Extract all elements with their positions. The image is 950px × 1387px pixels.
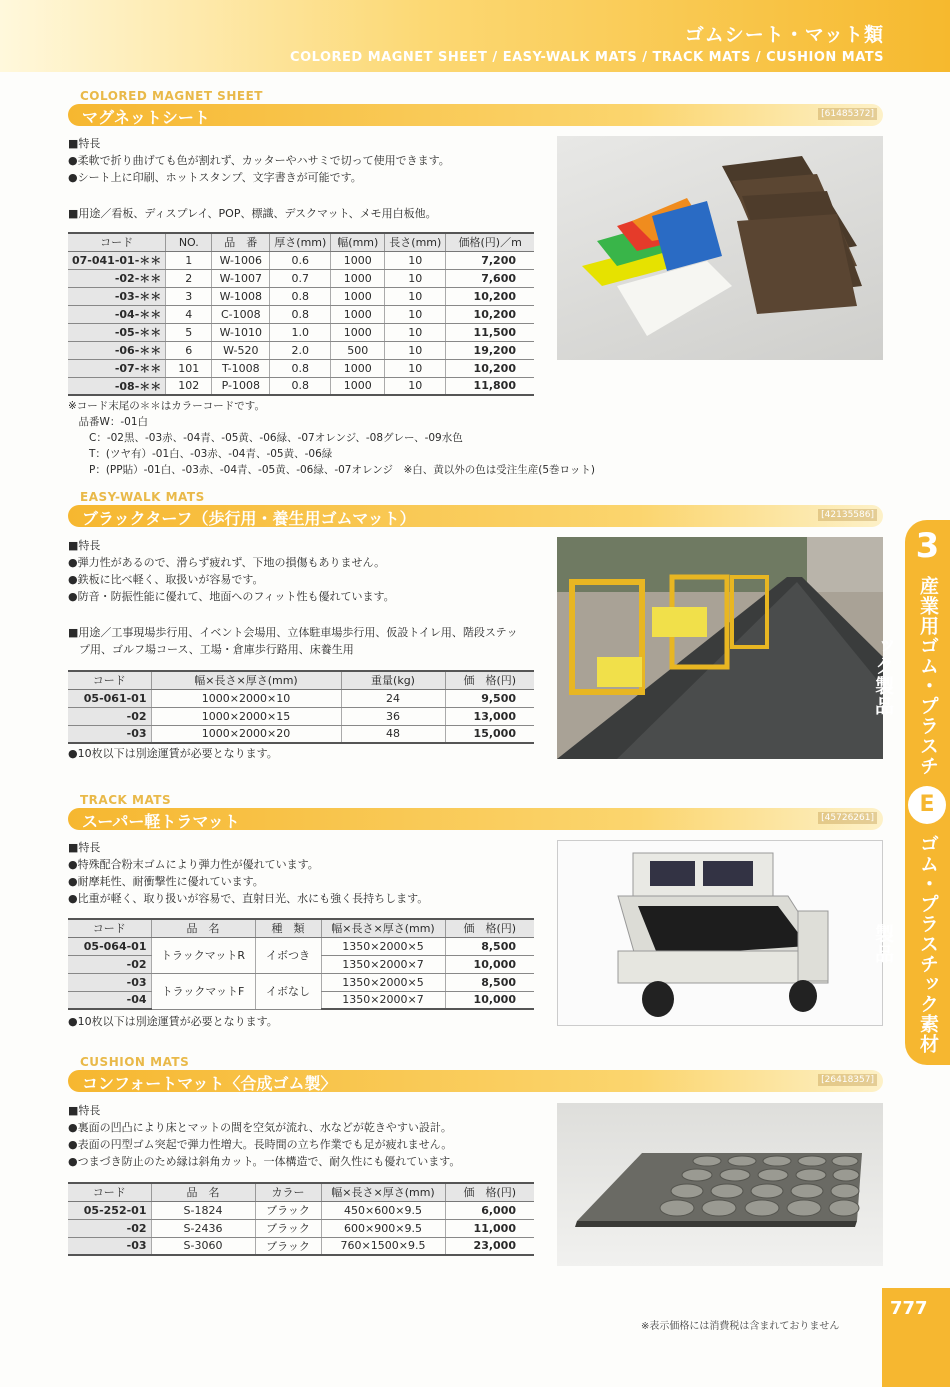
cell-code: 05-252-01 bbox=[68, 1201, 151, 1219]
cell-width: 1000 bbox=[331, 359, 385, 377]
cell-price: 9,500 bbox=[445, 689, 534, 707]
cell-thick: 0.8 bbox=[270, 305, 331, 323]
col-no: NO. bbox=[166, 233, 212, 251]
magnet-usage: ■用途／看板、ディスプレイ、POP、標識、デスクマット、メモ用白板他。 bbox=[68, 207, 437, 220]
cushion-section-bar bbox=[68, 1070, 883, 1092]
cell-code: -03 bbox=[68, 1237, 151, 1255]
magnet-section-en: COLORED MAGNET SHEET bbox=[80, 89, 263, 103]
magnet-note-4: T：(ツヤ有）-01白、-03赤、-04青、-05黄、-06緑 bbox=[68, 448, 333, 460]
cell-price: 11,000 bbox=[445, 1219, 534, 1237]
table-row bbox=[68, 377, 534, 395]
cell-code: -08-＊＊ bbox=[68, 377, 166, 395]
cell-type: イボなし bbox=[255, 973, 321, 1009]
col-size: 幅×長さ×厚さ(mm) bbox=[151, 671, 341, 689]
easywalk-mat-photo bbox=[557, 537, 883, 759]
cell-code: -02 bbox=[68, 1219, 151, 1237]
cell-type: イボつき bbox=[255, 937, 321, 973]
cell-width: 500 bbox=[331, 341, 385, 359]
magnet-section-title: マグネットシート bbox=[82, 108, 210, 127]
cell-color: ブラック bbox=[255, 1201, 321, 1219]
magnet-section-code: [61485372] bbox=[818, 108, 877, 120]
table-row bbox=[68, 269, 534, 287]
track-feature-1: ●特殊配合粉末ゴムにより弾力性が優れています。 bbox=[68, 858, 319, 871]
cell-size: 1000×2000×20 bbox=[151, 725, 341, 743]
cushion-mat-photo bbox=[557, 1103, 883, 1266]
cell-price: 19,200 bbox=[446, 341, 534, 359]
cell-code: -06-＊＊ bbox=[68, 341, 166, 359]
page-subtitle: COLORED MAGNET SHEET / EASY-WALK MATS / TRACK MATS / CUSHION MATS bbox=[290, 50, 884, 65]
cell-part: W-1008 bbox=[212, 287, 270, 305]
table-row bbox=[68, 973, 534, 991]
easywalk-section-en: EASY-WALK MATS bbox=[80, 490, 205, 504]
track-section-title: スーパー軽トラマット bbox=[82, 812, 240, 831]
cell-code: 07-041-01-＊＊ bbox=[68, 251, 166, 269]
table-header-row bbox=[68, 1183, 534, 1201]
easywalk-section-bar bbox=[68, 505, 883, 527]
track-section-en: TRACK MATS bbox=[80, 793, 172, 807]
cell-code: -05-＊＊ bbox=[68, 323, 166, 341]
col-weight: 重量(kg) bbox=[341, 671, 445, 689]
cell-size: 1000×2000×15 bbox=[151, 707, 341, 725]
cell-thick: 0.7 bbox=[270, 269, 331, 287]
magnet-note-5: P：(PP貼）-01白、-03赤、-04青、-05黄、-06緑、-07オレンジ ※白、黄以外の色は受注生産(5巻ロット) bbox=[68, 464, 595, 476]
cell-length: 10 bbox=[385, 323, 446, 341]
cell-thick: 0.8 bbox=[270, 287, 331, 305]
magnet-features-label: ■特長 bbox=[68, 137, 101, 150]
col-thick: 厚さ(mm) bbox=[270, 233, 331, 251]
cell-length: 10 bbox=[385, 305, 446, 323]
cell-thick: 0.8 bbox=[270, 377, 331, 395]
cell-weight: 48 bbox=[341, 725, 445, 743]
magnet-note-1: ※コード末尾の＊＊はカラーコードです。 bbox=[68, 400, 265, 412]
cell-size: 1350×2000×5 bbox=[321, 937, 445, 955]
cell-weight: 24 bbox=[341, 689, 445, 707]
cell-price: 6,000 bbox=[445, 1201, 534, 1219]
cell-thick: 0.8 bbox=[270, 359, 331, 377]
sidebar-chapter-text: 産業用ゴム・プラスチック製品 bbox=[872, 576, 939, 776]
cell-name: S-1824 bbox=[151, 1201, 255, 1219]
cell-part: T-1008 bbox=[212, 359, 270, 377]
cushion-feature-1: ●裏面の凹凸により床とマットの間を空気が流れ、水などが乾きやすい設計。 bbox=[68, 1121, 452, 1134]
col-name: 品 名 bbox=[151, 919, 255, 937]
cell-color: ブラック bbox=[255, 1219, 321, 1237]
col-code: コード bbox=[68, 1183, 151, 1201]
cell-name: トラックマットR bbox=[151, 937, 255, 973]
cushion-feature-2: ●表面の円型ゴム突起で弾力性増大。長時間の立ち作業でも足が疲れません。 bbox=[68, 1138, 453, 1151]
table-row bbox=[68, 1219, 534, 1237]
cell-code: -04 bbox=[68, 991, 151, 1009]
cell-size: 1000×2000×10 bbox=[151, 689, 341, 707]
page-number: 777 bbox=[890, 1298, 928, 1319]
cell-no: 5 bbox=[166, 323, 212, 341]
easywalk-features-label: ■特長 bbox=[68, 539, 101, 552]
magnet-note-3: C：-02黒、-03赤、-04青、-05黄、-06緑、-07オレンジ、-08グレー、-09水色 bbox=[68, 432, 463, 444]
cell-length: 10 bbox=[385, 377, 446, 395]
track-feature-2: ●耐摩耗性、耐衝撃性に優れています。 bbox=[68, 875, 264, 888]
cell-weight: 36 bbox=[341, 707, 445, 725]
cell-no: 1 bbox=[166, 251, 212, 269]
col-size: 幅×長さ×厚さ(mm) bbox=[321, 1183, 445, 1201]
magnet-sheet-photo bbox=[557, 136, 883, 360]
cell-size: 1350×2000×7 bbox=[321, 991, 445, 1009]
cell-length: 10 bbox=[385, 359, 446, 377]
easywalk-section-code: [42135586] bbox=[818, 509, 877, 521]
page-title: ゴムシート・マット類 bbox=[684, 24, 884, 46]
table-row bbox=[68, 1237, 534, 1255]
cell-name: トラックマットF bbox=[151, 973, 255, 1009]
cell-part: W-1006 bbox=[212, 251, 270, 269]
cell-width: 1000 bbox=[331, 269, 385, 287]
table-row bbox=[68, 707, 534, 725]
cell-size: 760×1500×9.5 bbox=[321, 1237, 445, 1255]
track-section-code: [45726261] bbox=[818, 812, 877, 824]
cell-no: 102 bbox=[166, 377, 212, 395]
cell-code: -02 bbox=[68, 955, 151, 973]
col-width: 幅(mm) bbox=[331, 233, 385, 251]
cell-width: 1000 bbox=[331, 287, 385, 305]
tax-note: ※表示価格には消費税は含まれておりません bbox=[641, 1321, 840, 1332]
cushion-section-en: CUSHION MATS bbox=[80, 1055, 190, 1069]
cell-thick: 1.0 bbox=[270, 323, 331, 341]
cell-length: 10 bbox=[385, 251, 446, 269]
col-color: カラー bbox=[255, 1183, 321, 1201]
magnet-table bbox=[68, 232, 534, 396]
cell-part: W-520 bbox=[212, 341, 270, 359]
cell-thick: 0.6 bbox=[270, 251, 331, 269]
col-price: 価 格(円) bbox=[445, 671, 534, 689]
table-row bbox=[68, 937, 534, 955]
cell-no: 101 bbox=[166, 359, 212, 377]
magnet-note-2: 品番W：-01白 bbox=[68, 416, 149, 428]
cell-code: -02 bbox=[68, 707, 151, 725]
cushion-features-label: ■特長 bbox=[68, 1104, 101, 1117]
easywalk-feature-2: ●鉄板に比べ軽く、取扱いが容易です。 bbox=[68, 573, 264, 586]
cell-price: 10,200 bbox=[446, 287, 534, 305]
cell-length: 10 bbox=[385, 341, 446, 359]
cell-size: 1350×2000×7 bbox=[321, 955, 445, 973]
easywalk-section-title: ブラックターフ（歩行用・養生用ゴムマット） bbox=[82, 509, 416, 528]
cell-no: 3 bbox=[166, 287, 212, 305]
easywalk-note: ●10枚以下は別途運賃が必要となります。 bbox=[68, 747, 278, 760]
cell-part: W-1010 bbox=[212, 323, 270, 341]
col-price: 価 格(円) bbox=[445, 1183, 534, 1201]
col-price: 価格(円)／m bbox=[446, 233, 534, 251]
magnet-feature-1: ●柔軟で折り曲げても色が割れず、カッターやハサミで切って使用できます。 bbox=[68, 154, 450, 167]
cell-width: 1000 bbox=[331, 251, 385, 269]
cell-code: -03-＊＊ bbox=[68, 287, 166, 305]
cell-length: 10 bbox=[385, 269, 446, 287]
cell-width: 1000 bbox=[331, 323, 385, 341]
cell-color: ブラック bbox=[255, 1237, 321, 1255]
col-price: 価 格(円) bbox=[445, 919, 534, 937]
track-feature-3: ●比重が軽く、取り扱いが容易で、直射日光、水にも強く長持ちします。 bbox=[68, 892, 429, 905]
track-truck-photo bbox=[557, 840, 883, 1026]
cell-price: 7,600 bbox=[446, 269, 534, 287]
cell-name: S-2436 bbox=[151, 1219, 255, 1237]
col-part: 品 番 bbox=[212, 233, 270, 251]
sidebar-chapter-number: 3 bbox=[905, 520, 950, 572]
cushion-feature-3: ●つまづき防止のため縁は斜角カット。一体構造で、耐久性にも優れています。 bbox=[68, 1155, 461, 1168]
cell-price: 11,800 bbox=[446, 377, 534, 395]
cell-price: 10,200 bbox=[446, 305, 534, 323]
cell-code: -04-＊＊ bbox=[68, 305, 166, 323]
cell-no: 4 bbox=[166, 305, 212, 323]
track-features-label: ■特長 bbox=[68, 841, 101, 854]
sidebar-section-letter: E bbox=[908, 786, 946, 824]
col-code: コード bbox=[68, 233, 166, 251]
easywalk-table bbox=[68, 670, 534, 744]
table-row bbox=[68, 359, 534, 377]
table-row bbox=[68, 725, 534, 743]
table-header-row bbox=[68, 671, 534, 689]
cell-name: S-3060 bbox=[151, 1237, 255, 1255]
table-row bbox=[68, 323, 534, 341]
easywalk-usage-2: プ用、ゴルフ場コース、工場・倉庫歩行路用、床養生用 bbox=[68, 643, 354, 656]
cushion-section-code: [26418357] bbox=[818, 1074, 877, 1086]
col-code: コード bbox=[68, 919, 151, 937]
cell-size: 600×900×9.5 bbox=[321, 1219, 445, 1237]
track-section-bar bbox=[68, 808, 883, 830]
table-row bbox=[68, 305, 534, 323]
cell-part: W-1007 bbox=[212, 269, 270, 287]
cell-thick: 2.0 bbox=[270, 341, 331, 359]
table-row bbox=[68, 251, 534, 269]
col-type: 種 類 bbox=[255, 919, 321, 937]
col-code: コード bbox=[68, 671, 151, 689]
table-row bbox=[68, 1201, 534, 1219]
cell-price: 11,500 bbox=[446, 323, 534, 341]
track-note: ●10枚以下は別途運賃が必要となります。 bbox=[68, 1015, 278, 1028]
cell-price: 15,000 bbox=[445, 725, 534, 743]
cell-code: -07-＊＊ bbox=[68, 359, 166, 377]
cell-code: -03 bbox=[68, 725, 151, 743]
page-number-box bbox=[882, 1288, 950, 1387]
cushion-section-title: コンフォートマット〈合成ゴム製〉 bbox=[82, 1074, 337, 1093]
cell-part: C-1008 bbox=[212, 305, 270, 323]
cell-size: 450×600×9.5 bbox=[321, 1201, 445, 1219]
easywalk-feature-1: ●弾力性があるので、滑らず疲れず、下地の損傷もありません。 bbox=[68, 556, 386, 569]
cell-price: 23,000 bbox=[445, 1237, 534, 1255]
cushion-table bbox=[68, 1182, 534, 1256]
cell-price: 10,000 bbox=[445, 955, 534, 973]
track-table bbox=[68, 918, 534, 1010]
col-name: 品 名 bbox=[151, 1183, 255, 1201]
cell-code: -02-＊＊ bbox=[68, 269, 166, 287]
table-header-row bbox=[68, 919, 534, 937]
sidebar-section-text: ゴム・プラスチック素材製品 bbox=[872, 834, 939, 1054]
header-band bbox=[0, 0, 950, 72]
cell-price: 8,500 bbox=[445, 973, 534, 991]
col-size: 幅×長さ×厚さ(mm) bbox=[321, 919, 445, 937]
cell-price: 8,500 bbox=[445, 937, 534, 955]
cell-no: 2 bbox=[166, 269, 212, 287]
cell-price: 7,200 bbox=[446, 251, 534, 269]
col-length: 長さ(mm) bbox=[385, 233, 446, 251]
magnet-section-bar bbox=[68, 104, 883, 126]
table-row bbox=[68, 287, 534, 305]
cell-length: 10 bbox=[385, 287, 446, 305]
cell-width: 1000 bbox=[331, 377, 385, 395]
cell-code: 05-064-01 bbox=[68, 937, 151, 955]
easywalk-usage-1: ■用途／工事現場歩行用、イベント会場用、立体駐車場歩行用、仮設トイレ用、階段ステッ bbox=[68, 626, 518, 639]
cell-price: 10,200 bbox=[446, 359, 534, 377]
table-row bbox=[68, 341, 534, 359]
cell-price: 13,000 bbox=[445, 707, 534, 725]
cell-size: 1350×2000×5 bbox=[321, 973, 445, 991]
cell-code: -03 bbox=[68, 973, 151, 991]
cell-code: 05-061-01 bbox=[68, 689, 151, 707]
table-row bbox=[68, 689, 534, 707]
cell-no: 6 bbox=[166, 341, 212, 359]
cell-width: 1000 bbox=[331, 305, 385, 323]
cell-price: 10,000 bbox=[445, 991, 534, 1009]
easywalk-feature-3: ●防音・防振性能に優れて、地面へのフィット性も優れています。 bbox=[68, 590, 395, 603]
table-header-row bbox=[68, 233, 534, 251]
magnet-feature-2: ●シート上に印刷、ホットスタンプ、文字書きが可能です。 bbox=[68, 171, 362, 184]
cell-part: P-1008 bbox=[212, 377, 270, 395]
